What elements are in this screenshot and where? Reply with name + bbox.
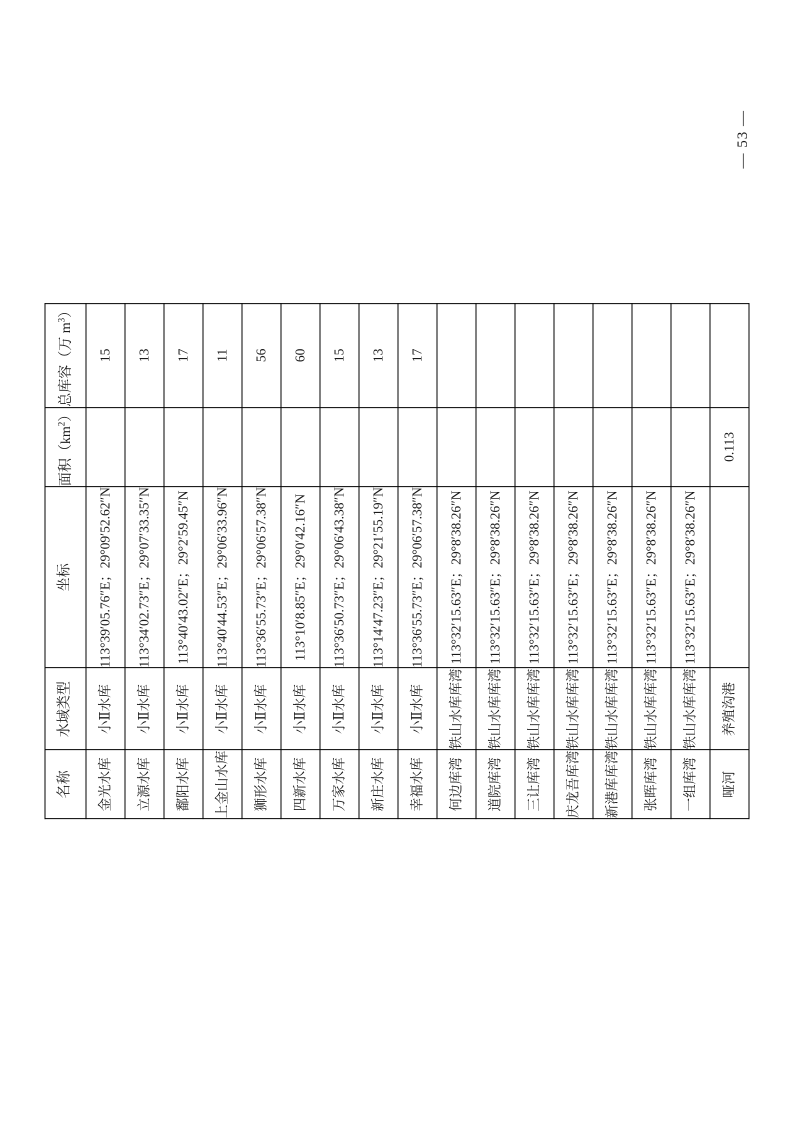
table-row bbox=[125, 303, 164, 818]
cell-coordinates: 113°32′15.63″E；29°8′38.26″N bbox=[437, 486, 476, 667]
cell-capacity bbox=[515, 303, 554, 407]
cell-water-type: 铁山水库库湾 bbox=[437, 668, 476, 750]
cell-name: 庆龙吾库湾 bbox=[554, 750, 593, 819]
cell-area bbox=[164, 407, 203, 486]
table-row bbox=[437, 303, 476, 818]
table-row bbox=[320, 303, 359, 818]
column-header-capacity-sup: 3 bbox=[55, 317, 66, 322]
cell-capacity: 13 bbox=[359, 303, 398, 407]
cell-area bbox=[476, 407, 515, 486]
cell-name: 上金山水库 bbox=[203, 750, 242, 819]
cell-area bbox=[593, 407, 632, 486]
table-row bbox=[398, 303, 437, 818]
cell-area bbox=[125, 407, 164, 486]
cell-capacity: 56 bbox=[242, 303, 281, 407]
cell-coordinates: 113°32′15.63″E；29°8′38.26″N bbox=[632, 486, 671, 667]
cell-name: 道院库湾 bbox=[476, 750, 515, 819]
cell-water-type: 铁山水库库湾 bbox=[515, 668, 554, 750]
cell-capacity bbox=[710, 303, 749, 407]
rotated-table-container bbox=[44, 302, 749, 818]
column-header-area bbox=[45, 407, 86, 486]
cell-water-type: 小Ⅱ水库 bbox=[203, 668, 242, 750]
cell-area bbox=[242, 407, 281, 486]
column-header-water-type: 水域类型 bbox=[45, 668, 86, 750]
cell-water-type: 小Ⅱ水库 bbox=[320, 668, 359, 750]
cell-area bbox=[437, 407, 476, 486]
cell-coordinates: 113°39′05.76″E；29°09′52.62″N bbox=[86, 486, 125, 667]
cell-area bbox=[554, 407, 593, 486]
cell-capacity bbox=[554, 303, 593, 407]
cell-name: 张晖库湾 bbox=[632, 750, 671, 819]
cell-water-type: 小Ⅱ水库 bbox=[242, 668, 281, 750]
cell-water-type: 小Ⅱ水库 bbox=[86, 668, 125, 750]
column-header-capacity bbox=[45, 303, 86, 407]
cell-name: 哑河 bbox=[710, 750, 749, 819]
cell-area bbox=[320, 407, 359, 486]
table-row bbox=[359, 303, 398, 818]
cell-water-type: 小Ⅱ水库 bbox=[164, 668, 203, 750]
column-header-capacity-text: 总库容（万 m bbox=[58, 321, 74, 407]
cell-area bbox=[281, 407, 320, 486]
cell-capacity: 15 bbox=[320, 303, 359, 407]
cell-name: 何边库湾 bbox=[437, 750, 476, 819]
column-header-area-close: ） bbox=[58, 407, 74, 422]
cell-water-type: 铁山水库库湾 bbox=[671, 668, 710, 750]
cell-water-type: 小Ⅱ水库 bbox=[281, 668, 320, 750]
table-row bbox=[281, 303, 320, 818]
table-row bbox=[671, 303, 710, 818]
cell-area bbox=[203, 407, 242, 486]
table-header-row bbox=[45, 303, 86, 818]
cell-area bbox=[632, 407, 671, 486]
cell-name: 金光水库 bbox=[86, 750, 125, 819]
cell-name: 新庄水库 bbox=[359, 750, 398, 819]
table-head bbox=[45, 303, 86, 818]
cell-area: 0.113 bbox=[710, 407, 749, 486]
cell-coordinates: 113°40′44.53″E；29°06′33.96″N bbox=[203, 486, 242, 667]
cell-area bbox=[359, 407, 398, 486]
cell-water-type: 铁山水库库湾 bbox=[476, 668, 515, 750]
cell-coordinates: 113°36′50.73″E；29°06′43.38″N bbox=[320, 486, 359, 667]
cell-coordinates: 113°40′43.02″E；29°2′59.45″N bbox=[164, 486, 203, 667]
table-row bbox=[86, 303, 125, 818]
cell-capacity: 15 bbox=[86, 303, 125, 407]
cell-capacity bbox=[437, 303, 476, 407]
cell-name: 万家水库 bbox=[320, 750, 359, 819]
cell-coordinates: 113°10′8.85″E；29°0′42.16″N bbox=[281, 486, 320, 667]
cell-name: 幸福水库 bbox=[398, 750, 437, 819]
cell-coordinates: 113°36′55.73″E；29°06′57.38″N bbox=[398, 486, 437, 667]
cell-area bbox=[671, 407, 710, 486]
column-header-coordinates: 坐标 bbox=[45, 486, 86, 667]
cell-coordinates: 113°32′15.63″E；29°8′38.26″N bbox=[671, 486, 710, 667]
cell-coordinates: 113°32′15.63″E；29°8′38.26″N bbox=[554, 486, 593, 667]
cell-coordinates bbox=[710, 486, 749, 667]
cell-coordinates: 113°32′15.63″E；29°8′38.26″N bbox=[476, 486, 515, 667]
table-row bbox=[164, 303, 203, 818]
table-body bbox=[86, 303, 749, 818]
cell-capacity: 60 bbox=[281, 303, 320, 407]
table-row bbox=[710, 303, 749, 818]
table-row bbox=[632, 303, 671, 818]
cell-area bbox=[86, 407, 125, 486]
cell-coordinates: 113°34′02.73″E；29°07′33.35″N bbox=[125, 486, 164, 667]
page-number: — 53 — bbox=[735, 110, 751, 169]
table-row bbox=[242, 303, 281, 818]
cell-capacity bbox=[671, 303, 710, 407]
column-header-area-text: 面积（km bbox=[58, 425, 74, 486]
cell-water-type: 铁山水库库湾 bbox=[593, 668, 632, 750]
cell-capacity: 11 bbox=[203, 303, 242, 407]
cell-area bbox=[398, 407, 437, 486]
table-row bbox=[203, 303, 242, 818]
cell-water-type: 小Ⅱ水库 bbox=[398, 668, 437, 750]
cell-water-type: 铁山水库库湾 bbox=[554, 668, 593, 750]
cell-coordinates: 113°32′15.63″E；29°8′38.26″N bbox=[593, 486, 632, 667]
cell-capacity bbox=[476, 303, 515, 407]
cell-water-type: 铁山水库库湾 bbox=[632, 668, 671, 750]
cell-capacity bbox=[632, 303, 671, 407]
table-row bbox=[593, 303, 632, 818]
cell-coordinates: 113°32′15.63″E；29°8′38.26″N bbox=[515, 486, 554, 667]
table-row bbox=[515, 303, 554, 818]
cell-name: 鄱阳水库 bbox=[164, 750, 203, 819]
reservoir-table bbox=[44, 302, 749, 818]
cell-name: 立源水库 bbox=[125, 750, 164, 819]
table-row bbox=[554, 303, 593, 818]
column-header-capacity-close: ） bbox=[58, 303, 74, 318]
column-header-name: 名称 bbox=[45, 750, 86, 819]
table-row bbox=[476, 303, 515, 818]
cell-capacity: 17 bbox=[398, 303, 437, 407]
cell-area bbox=[515, 407, 554, 486]
cell-water-type: 小Ⅱ水库 bbox=[125, 668, 164, 750]
cell-capacity: 13 bbox=[125, 303, 164, 407]
cell-name: 三让库湾 bbox=[515, 750, 554, 819]
cell-coordinates: 113°14′47.23″E；29°21′55.19″N bbox=[359, 486, 398, 667]
cell-name: 新港库库湾 bbox=[593, 750, 632, 819]
cell-name: 狮形水库 bbox=[242, 750, 281, 819]
column-header-area-sup: 2 bbox=[55, 421, 66, 426]
cell-coordinates: 113°36′55.73″E；29°06′57.38″N bbox=[242, 486, 281, 667]
cell-capacity bbox=[593, 303, 632, 407]
cell-name: 一组库湾 bbox=[671, 750, 710, 819]
cell-name: 四新水库 bbox=[281, 750, 320, 819]
cell-water-type: 小Ⅱ水库 bbox=[359, 668, 398, 750]
cell-capacity: 17 bbox=[164, 303, 203, 407]
cell-water-type: 养殖沟港 bbox=[710, 668, 749, 750]
